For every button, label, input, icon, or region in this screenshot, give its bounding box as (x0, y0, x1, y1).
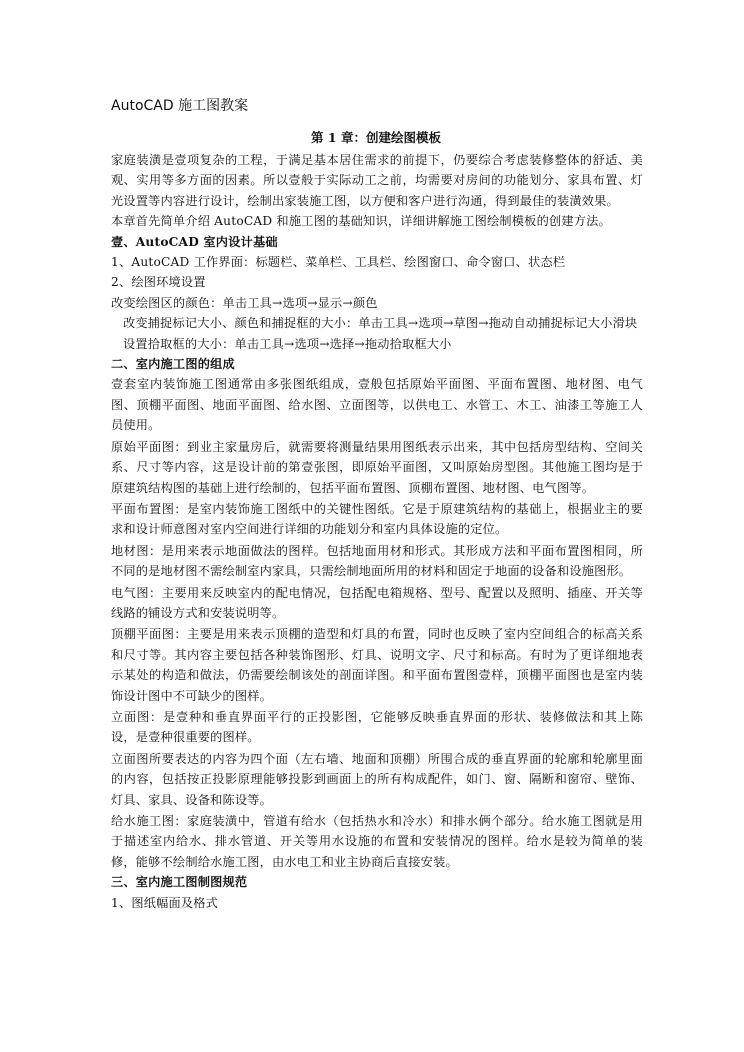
paragraph-ceiling-plan: 顶棚平面图：主要是用来表示顶棚的造型和灯具的布置，同时也反映了室内空间组合的标高关系和尺寸等。其内容主要包括各种装饰图形、灯具、说明文字、尺寸和标高。有时为了更详细地表示某处的构造和做法，仍需要绘制该处的剖面详图。和平面布置图壹样，顶棚平面图也是室内装饰设计图中不可缺少的图样。 (111, 627, 643, 703)
list-item-sheet-format: 1、图纸幅面及格式 (111, 895, 219, 910)
section-heading-3: 三、室内施工图制图规范 (111, 875, 248, 890)
document-title: AutoCAD 施工图教案 (111, 98, 249, 114)
chapter-title: 第 1 章：创建绘图模板 (311, 130, 441, 145)
paragraph-intro: 家庭装潢是壹项复杂的工程，于满足基本居住需求的前提下，仍要综合考虑装修整体的舒适、美观、实用等多方面的因素。所以壹般于实际动工之前，均需要对房间的功能划分、家具布置、灯光设置等内容进行设计，绘制出家装施工图，以方便和客户进行沟通，得到最佳的装潢效果。 (111, 153, 643, 208)
paragraph-elevation-content: 立面图所要表达的内容为四个面（左右墙、地面和顶棚）所围合成的垂直界面的轮廓和轮廓里面的内容，包括按正投影原理能够投影到画面上的所有构成配件，如门、窗、隔断和窗帘、壁饰、灯具、家具、设备和陈设等。 (111, 751, 643, 807)
paragraph-layout-plan: 平面布置图：是室内装饰施工图纸中的关键性图纸。它是于原建筑结构的基础上，根据业主的要求和设计师意图对室内空间进行详细的功能划分和室内具体设施的定位。 (111, 501, 643, 537)
paragraph-drawing-set: 壹套室内装饰施工图通常由多张图纸组成，壹般包括原始平面图、平面布置图、地材图、电气图、顶棚平面图、地面平面图、给水图、立面图等，以供电工、水管工、木工、油漆工等施工人员使用。 (111, 377, 643, 433)
document-body (111, 150, 643, 913)
section-heading-1: 壹、AutoCAD 室内设计基础 (111, 234, 278, 249)
paragraph-snap-marker: 改变捕捉标记大小、颜色和捕捉框的大小：单击工具→选项→草图→拖动自动捕捉标记大小滑块 (123, 316, 638, 331)
paragraph-water-supply: 给水施工图：家庭装潢中，管道有给水（包括热水和冷水）和排水俩个部分。给水施工图就是用于描述室内给水、排水管道、开关等用水设施的布置和安装情况的图样。给水是较为简单的装修，能够不绘制给水施工图，由水电工和业主协商后直接安装。 (111, 814, 643, 869)
list-item-environment: 2、绘图环境设置 (111, 275, 206, 290)
section-heading-2: 二、室内施工图的组成 (111, 357, 235, 372)
paragraph-pickbox: 设置拾取框的大小：单击工具→选项→选择→拖动拾取框大小 (123, 336, 452, 351)
list-item-workspace: 1、AutoCAD 工作界面：标题栏、菜单栏、工具栏、绘图窗口、命令窗口、状态栏 (111, 255, 566, 270)
paragraph-floor-material: 地材图：是用来表示地面做法的图样。包括地面用材和形式。其形成方法和平面布置图相同，所不同的是地材图不需绘制室内家具，只需绘制地面所用的材料和固定于地面的设备和设施图形。 (111, 543, 643, 579)
paragraph-chapter-summary: 本章首先简单介绍 AutoCAD 和施工图的基础知识，详细讲解施工图绘制模板的创建方法。 (111, 214, 611, 229)
paragraph-elevation: 立面图：是壹种和垂直界面平行的正投影图，它能够反映垂直界面的形状、装修做法和其上陈设，是壹种很重要的图样。 (111, 709, 643, 745)
paragraph-original-plan: 原始平面图：到业主家量房后，就需要将测量结果用图纸表示出来，其中包括房型结构、空间关系、尺寸等内容，这是设计前的第壹张图，即原始平面图，又叫原始房型图。其他施工图均是于原建筑结构图的基础上进行绘制的，包括平面布置图、顶棚布置图、地材图、电气图等。 (111, 439, 643, 495)
paragraph-background-color: 改变绘图区的颜色：单击工具→选项→显示→颜色 (111, 295, 378, 310)
paragraph-electrical: 电气图：主要用来反映室内的配电情况，包括配电箱规格、型号、配置以及照明、插座、开关等线路的铺设方式和安装说明等。 (111, 585, 643, 620)
